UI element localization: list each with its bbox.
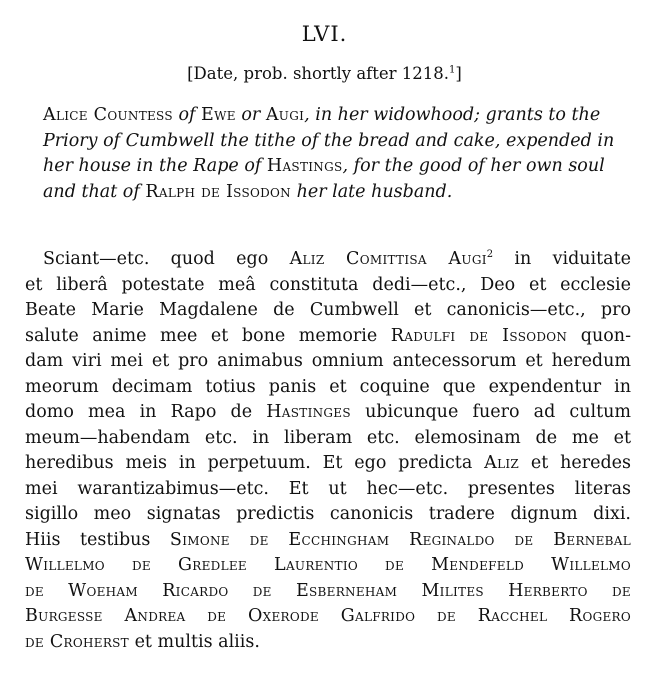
body-line: et liberâ potestate meâ constituta dedi—etc., Deo et ecclesie — [25, 274, 631, 295]
date-note-close: ] — [455, 64, 462, 83]
body-line: domo mea in Rapo de Hastinges ubicunque fuero ad cultum — [25, 402, 631, 422]
summary-place-augi: Augi — [265, 105, 305, 125]
summary-text: , for the good of her own soul and that of — [43, 156, 605, 202]
charter-summary — [25, 103, 631, 205]
date-note-text: [Date, prob. shortly after 1218. — [187, 64, 450, 83]
charter-body — [25, 247, 631, 655]
body-line: Willelmo de Gredlee Laurentio de Mendefeld Willelmo — [25, 555, 631, 575]
charter-number: LVI. — [301, 22, 348, 46]
footnote-marker: 2 — [486, 249, 494, 261]
summary-text: , in her widowhood; grants to the Priory of Cumbwell the tithe of the bread and cake, expended in her house in the Rape of — [43, 105, 615, 176]
body-line: meum—habendam etc. in liberam etc. elemosinam de me et — [25, 427, 631, 448]
body-line: Hiis testibus Simone de Ecchingham Reginaldo de Bernebal — [25, 529, 632, 550]
summary-husband: Ralph de Issodon — [145, 181, 291, 202]
body-line: sigillo meo signatas predictis canonicis tradere dignum dixi. — [25, 504, 631, 524]
body-line: Burgesse Andrea de Oxerode Galfrido de Racchel Rogero — [25, 606, 631, 626]
body-line: Beate Marie Magdalene de Cumbwell et canonicis—etc., pro — [25, 300, 631, 320]
body-line: meorum decimam totius panis et coquine que expendentur in — [25, 376, 631, 397]
date-footnote-marker: 1 — [449, 64, 456, 76]
date-note — [0, 64, 649, 83]
body-line: heredibus meis in perpetuum. Et ego predicta Aliz et heredes — [25, 453, 632, 473]
body-line: Sciant—etc. quod ego Aliz Comittisa Augi$^2$ in viduitate — [43, 249, 631, 269]
summary-text: of — [172, 105, 202, 125]
summary-grantor: Alice Countess — [43, 105, 173, 125]
summary-text: her late husband. — [291, 181, 453, 202]
body-line: de Croherst et multis aliis. — [25, 631, 260, 652]
summary-place-hastings: Hastings — [266, 156, 343, 176]
body-line: dam viri mei et pro animabus omnium antecessorum et heredum — [25, 351, 631, 371]
body-line: de Woeham Ricardo de Esberneham Milites Herberto de — [25, 580, 631, 601]
summary-place-ewe: Ewe — [201, 105, 236, 125]
summary-text: or — [235, 105, 266, 125]
body-line: mei warantizabimus—etc. Et ut hec—etc. presentes literas — [25, 478, 631, 499]
body-line: salute anime mee et bone memorie Radulfi de Issodon quon- — [25, 325, 631, 346]
